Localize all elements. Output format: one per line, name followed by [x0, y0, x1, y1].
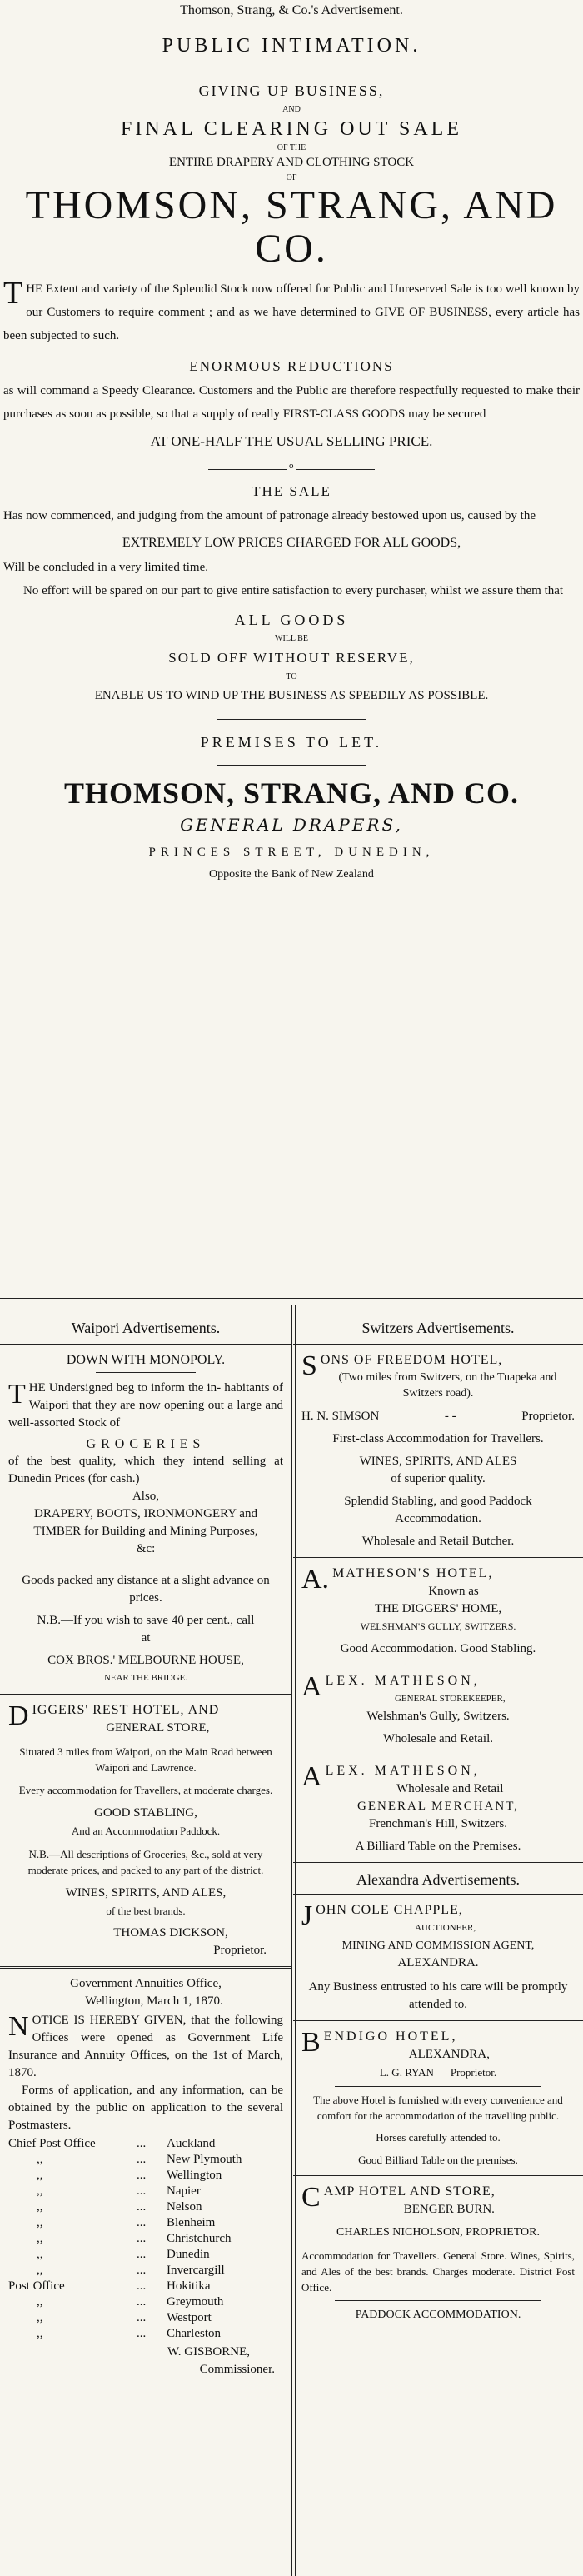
post-office-dots: ...: [137, 2153, 147, 2166]
sons-of-freedom-ad: [293, 1351, 583, 1550]
gisborne-name: W. GISBORNE,: [167, 2345, 250, 2359]
groceries-desc: of the best quality, which they intend selling at Dunedin Prices (for cash.): [8, 1455, 283, 1485]
thomas-dickson: THOMAS DICKSON,: [113, 1926, 228, 1939]
post-office-row: [8, 2279, 283, 2294]
post-office-row: [8, 2168, 283, 2184]
monopoly-title: DOWN WITH MONOPOLY.: [66, 1353, 226, 1367]
near-bridge: NEAR THE BRIDGE.: [103, 1673, 188, 1683]
welshmans-gully-2: Welshman's Gully, Switzers.: [366, 1710, 510, 1723]
princes-street: PRINCES STREET, DUNEDIN,: [148, 846, 435, 859]
waipori-heading: Waipori Advertisements.: [71, 1320, 221, 1336]
post-office-row: [8, 2326, 283, 2342]
post-office-place: Westport: [167, 2311, 212, 2324]
paddock-accommodation: PADDOCK ACCOMMODATION.: [355, 2309, 521, 2321]
wines-spirits: WINES, SPIRITS, AND ALES,: [65, 1886, 227, 1900]
welshmans-gully: WELSHMAN'S GULLY, SWITZERS.: [360, 1620, 516, 1632]
gov-date: Wellington, March 1, 1870.: [85, 1994, 223, 2008]
annuities-ad: [0, 1975, 292, 2379]
ryan-name: L. G. RYAN: [379, 2066, 434, 2079]
sons-title: ONS OF FREEDOM HOTEL,: [320, 1353, 503, 1367]
post-office-label: ,,: [37, 2327, 43, 2340]
drop-cap-t2: T: [8, 1379, 26, 1410]
post-office-row: [8, 2247, 283, 2263]
drop-cap-c: C: [301, 2182, 321, 2213]
post-office-dots: ...: [137, 2184, 147, 2198]
post-office-dots: ...: [137, 2216, 147, 2229]
post-office-list: [8, 2136, 283, 2342]
gov-office: Government Annuities Office,: [70, 1977, 222, 1990]
drop-cap-a: A.: [301, 1564, 330, 1595]
firm-name-footer: THOMSON, STRANG, AND CO.: [63, 776, 520, 810]
post-office-place: Blenheim: [167, 2216, 216, 2229]
chapple-title: OHN COLE CHAPPLE,: [316, 1903, 463, 1917]
forms-text: Forms of application, and any information, can be obtained by the public on application to the several Postmasters.: [8, 2084, 283, 2132]
of-line: OF: [286, 173, 297, 182]
and-line: AND: [282, 105, 301, 114]
chapple-alexandra: ALEXANDRA.: [397, 1956, 479, 1969]
post-office-label: ,,: [37, 2311, 43, 2324]
post-office-label: ,,: [37, 2216, 43, 2229]
best-brands: of the best brands.: [106, 1905, 186, 1917]
post-office-label: ,,: [37, 2264, 43, 2277]
nb-line: N.B.—If you wish to save 40 per cent., call at: [37, 1614, 255, 1645]
post-office-place: Napier: [167, 2184, 201, 2198]
post-office-dots: ...: [137, 2295, 147, 2309]
low-prices-line: EXTREMELY LOW PRICES CHARGED FOR ALL GOODS,: [122, 536, 461, 550]
post-office-dots: ...: [137, 2137, 147, 2150]
camp-title: AMP HOTEL AND STORE,: [323, 2184, 496, 2199]
butcher: Wholesale and Retail Butcher.: [361, 1535, 515, 1548]
drop-cap-a3: A: [301, 1761, 322, 1792]
to-line: TO: [286, 672, 297, 681]
cox-bros: COX BROS.' MELBOURNE HOUSE,: [47, 1654, 244, 1667]
post-office-dots: ...: [137, 2248, 147, 2261]
sons-wines: WINES, SPIRITS, AND ALES: [359, 1455, 517, 1468]
post-office-dots: ...: [137, 2311, 147, 2324]
post-office-dots: ...: [137, 2169, 147, 2182]
concluded-line: Will be concluded in a very limited time.: [3, 561, 208, 574]
alex-matheson-merchant-ad: [293, 1762, 583, 1855]
alex-matheson-2: LEX. MATHESON,: [325, 1764, 481, 1778]
clearance-paragraph: as will command a Speedy Clearance. Customers and the Public are therefore respectfully requested to make their purchases as soon as possible, so that a supply of really FIRST-CLASS GOODS may be secured: [3, 384, 580, 421]
switzers-column: [293, 1315, 583, 2324]
opposite-bank: Opposite the Bank of New Zealand: [209, 868, 374, 881]
half-price-line: AT ONE-HALF THE USUAL SELLING PRICE.: [150, 433, 433, 449]
post-office-row: [8, 2184, 283, 2199]
accommodation-paddock: And an Accommodation Paddock.: [71, 1825, 221, 1837]
drop-cap-n: N: [8, 2011, 29, 2042]
intro-paragraph: THE Extent and variety of the Splendid Stock now offered for Public and Unreserved Sale is too well known by our Customers to require comment ; and as we have determined to GIVE OF BUSINESS, every article has been subjected to such.: [3, 276, 580, 342]
business-line: Any Business entrusted to his care will be promptly attended to.: [308, 1980, 568, 2011]
drop-cap-j: J: [301, 1900, 313, 1931]
known-as: Known as: [428, 1585, 479, 1598]
drop-cap-b: B: [301, 2027, 321, 2058]
giving-up-heading: GIVING UP BUSINESS,: [198, 82, 385, 99]
alex-matheson-1: LEX. MATHESON,: [325, 1674, 481, 1688]
of-the-line: OF THE: [277, 143, 306, 152]
ryan-proprietor: Proprietor.: [450, 2066, 497, 2079]
post-office-place: Greymouth: [167, 2295, 224, 2309]
post-office-place: Auckland: [167, 2137, 216, 2150]
post-office-label: ,,: [37, 2200, 43, 2214]
final-clearing-heading: FINAL CLEARING OUT SALE: [121, 118, 462, 140]
simson-proprietor: Proprietor.: [521, 1410, 575, 1423]
sons-miles: (Two miles from Switzers, on the Tuapeka and Switzers road).: [338, 1371, 557, 1400]
post-office-dots: ...: [137, 2200, 147, 2214]
firm-name: THOMSON, STRANG, AND CO.: [25, 183, 558, 271]
drop-cap-a2: A: [301, 1671, 322, 1702]
bendigo-title: ENDIGO HOTEL,: [323, 2029, 458, 2044]
post-office-label: Chief Post Office: [8, 2137, 96, 2150]
notice-text: OTICE IS HEREBY GIVEN, that the following Offices were opened as Government Life Insurance and Annuity Offices, on the 1st of March, 1870.: [8, 2014, 283, 2079]
waipori-column: [0, 1315, 292, 2379]
sold-off-line: SOLD OFF WITHOUT RESERVE,: [168, 650, 415, 666]
post-office-place: Nelson: [167, 2200, 202, 2214]
post-office-label: ,,: [37, 2184, 43, 2198]
first-class: First-class Accommodation for Travellers.: [332, 1432, 544, 1445]
chapple-ad: [293, 1901, 583, 2014]
the-sale-heading: THE SALE: [252, 483, 331, 499]
premises-to-let: PREMISES TO LET.: [200, 734, 383, 751]
general-storekeeper: GENERAL STOREKEEPER,: [394, 1694, 506, 1704]
general-store: GENERAL STORE,: [106, 1721, 210, 1735]
post-office-place: Wellington: [167, 2169, 222, 2182]
simson-dash: - -: [444, 1410, 456, 1423]
columns-top-rule: [0, 1298, 583, 1300]
horses-line: Horses carefully attended to.: [376, 2131, 501, 2144]
every-accommodation: Every accommodation for Travellers, at moderate charges.: [18, 1784, 273, 1796]
post-office-dots: ...: [137, 2327, 147, 2340]
post-office-place: Hokitika: [167, 2279, 211, 2293]
diggers-home: THE DIGGERS' HOME,: [374, 1602, 502, 1615]
post-office-label: ,,: [37, 2232, 43, 2245]
dickson-proprietor: Proprietor.: [213, 1944, 267, 1957]
post-office-dots: ...: [137, 2279, 147, 2293]
matheson-hotel-title: MATHESON'S HOTEL,: [332, 1566, 494, 1580]
alex-matheson-store-ad: [293, 1672, 583, 1748]
monopoly-ad: DOWN WITH MONOPOLY. THE Undersigned beg to inform the in- habitants of Waipori that they are now opening out a large and well-assorted Stock of GROCERIES of the best quality, which they intend selling at Dunedin Prices (for cash.) Also, DRAPERY, BOOTS, IRONMONGERY and TIMBER for Building and Mining Purposes, &c: Goods packed any distance at a slight advance on prices. N.B.—If you wish to save 40 per cent., call at COX BROS.' MELBOURNE HOUSE, NEAR THE BRIDGE.: [0, 1351, 292, 1687]
post-office-row: [8, 2263, 283, 2279]
gisborne-title: Commissioner.: [199, 2363, 275, 2376]
ornament-divider: o: [208, 464, 375, 474]
bendigo-hotel-ad: [293, 2028, 583, 2169]
diggers-rest-ad: [0, 1701, 292, 1959]
post-office-row: [8, 2231, 283, 2247]
also-word: Also,: [132, 1490, 160, 1503]
simson-name: H. N. SIMSON: [301, 1410, 380, 1423]
superior-quality: of superior quality.: [391, 1472, 486, 1485]
main-advertisement: [0, 32, 583, 886]
diggers-title: IGGERS' REST HOTEL, AND: [32, 1703, 220, 1717]
post-office-row: [8, 2199, 283, 2215]
post-office-label: Post Office: [8, 2279, 65, 2293]
public-intimation-title: PUBLIC INTIMATION.: [162, 35, 421, 57]
auctioneer: AUCTIONEER,: [415, 1923, 476, 1933]
post-office-dots: ...: [137, 2232, 147, 2245]
billiard-line-2: Good Billiard Table on the premises.: [358, 2154, 518, 2166]
post-office-dots: ...: [137, 2264, 147, 2277]
drop-cap-t: T: [3, 276, 23, 311]
header-title: Thomson, Strang, & Co.'s Advertisement.: [180, 3, 403, 17]
situated-line: Situated 3 miles from Waipori, on the Main Road between Waipori and Lawrence.: [19, 1745, 272, 1774]
post-office-label: ,,: [37, 2248, 43, 2261]
post-office-row: [8, 2215, 283, 2231]
splendid-stabling: Splendid Stabling, and good Paddock Accommodation.: [344, 1495, 532, 1525]
page-header: [0, 0, 583, 25]
post-office-row: [8, 2294, 283, 2310]
will-be-line: WILL BE: [275, 634, 308, 643]
general-merchant: GENERAL MERCHANT,: [357, 1800, 519, 1813]
wind-up-line: ENABLE US TO WIND UP THE BUSINESS AS SPEEDILY AS POSSIBLE.: [94, 689, 489, 702]
groceries-word: GROCERIES: [86, 1437, 206, 1451]
post-office-label: ,,: [37, 2295, 43, 2309]
post-office-place: Charleston: [167, 2327, 221, 2340]
post-office-place: Invercargill: [167, 2264, 225, 2277]
frenchmans-hill: Frenchman's Hill, Switzers.: [368, 1817, 507, 1830]
all-goods-line: ALL GOODS: [234, 612, 349, 628]
camp-travellers: Accommodation for Travellers. General Store. Wines, Spirits, and Ales of the best brands. Charges moderate. District Post Office.: [301, 2249, 575, 2294]
commenced-paragraph: Has now commenced, and judging from the amount of patronage already bestowed upon us, caused by the: [3, 509, 536, 522]
wholesale-retail: Wholesale and Retail.: [382, 1732, 494, 1745]
camp-hotel-ad: [293, 2183, 583, 2324]
general-drapers: GENERAL DRAPERS,: [180, 815, 403, 835]
nb-groceries: N.B.—All descriptions of Groceries, &c., sold at very moderate prices, and packed to any part of the district.: [27, 1848, 264, 1876]
post-office-place: Dunedin: [167, 2248, 210, 2261]
mathesons-hotel-ad: [293, 1565, 583, 1658]
packed-line: Goods packed any distance at a slight advance on prices.: [22, 1574, 270, 1605]
mining-agent: MINING AND COMMISSION AGENT,: [341, 1939, 535, 1952]
post-office-place: New Plymouth: [167, 2153, 242, 2166]
drop-cap-s: S: [301, 1350, 317, 1381]
entire-stock-heading: ENTIRE DRAPERY AND CLOTHING STOCK: [168, 156, 415, 169]
post-office-row: [8, 2310, 283, 2326]
billiard-table: A Billiard Table on the Premises.: [355, 1840, 521, 1853]
switzers-heading: Switzers Advertisements.: [361, 1320, 515, 1336]
nicholson: CHARLES NICHOLSON, PROPRIETOR.: [336, 2226, 540, 2239]
no-effort-paragraph: No effort will be spared on our part to give entire satisfaction to every purchaser, whilst we assure them that: [23, 584, 564, 597]
post-office-row: [8, 2136, 283, 2152]
enormous-reductions: ENORMOUS REDUCTIONS: [189, 358, 394, 374]
benger-burn: BENGER BURN.: [403, 2203, 495, 2216]
good-stabling: GOOD STABLING,: [94, 1806, 197, 1820]
drop-cap-d: D: [8, 1700, 29, 1731]
post-office-row: [8, 2152, 283, 2168]
post-office-place: Christchurch: [167, 2232, 232, 2245]
bendigo-alexandra: ALEXANDRA,: [408, 2048, 490, 2061]
wholesale-retail-2: Wholesale and Retail: [396, 1782, 504, 1795]
drapery-line: DRAPERY, BOOTS, IRONMONGERY and TIMBER for Building and Mining Purposes, &c:: [33, 1507, 258, 1555]
alexandra-heading: Alexandra Advertisements.: [356, 1871, 520, 1888]
post-office-label: ,,: [37, 2169, 43, 2182]
post-office-label: ,,: [37, 2153, 43, 2166]
furnished-line: The above Hotel is furnished with every convenience and comfort for the accommodation of the travelling public.: [313, 2094, 563, 2122]
good-accommodation: Good Accommodation. Good Stabling.: [340, 1642, 536, 1655]
